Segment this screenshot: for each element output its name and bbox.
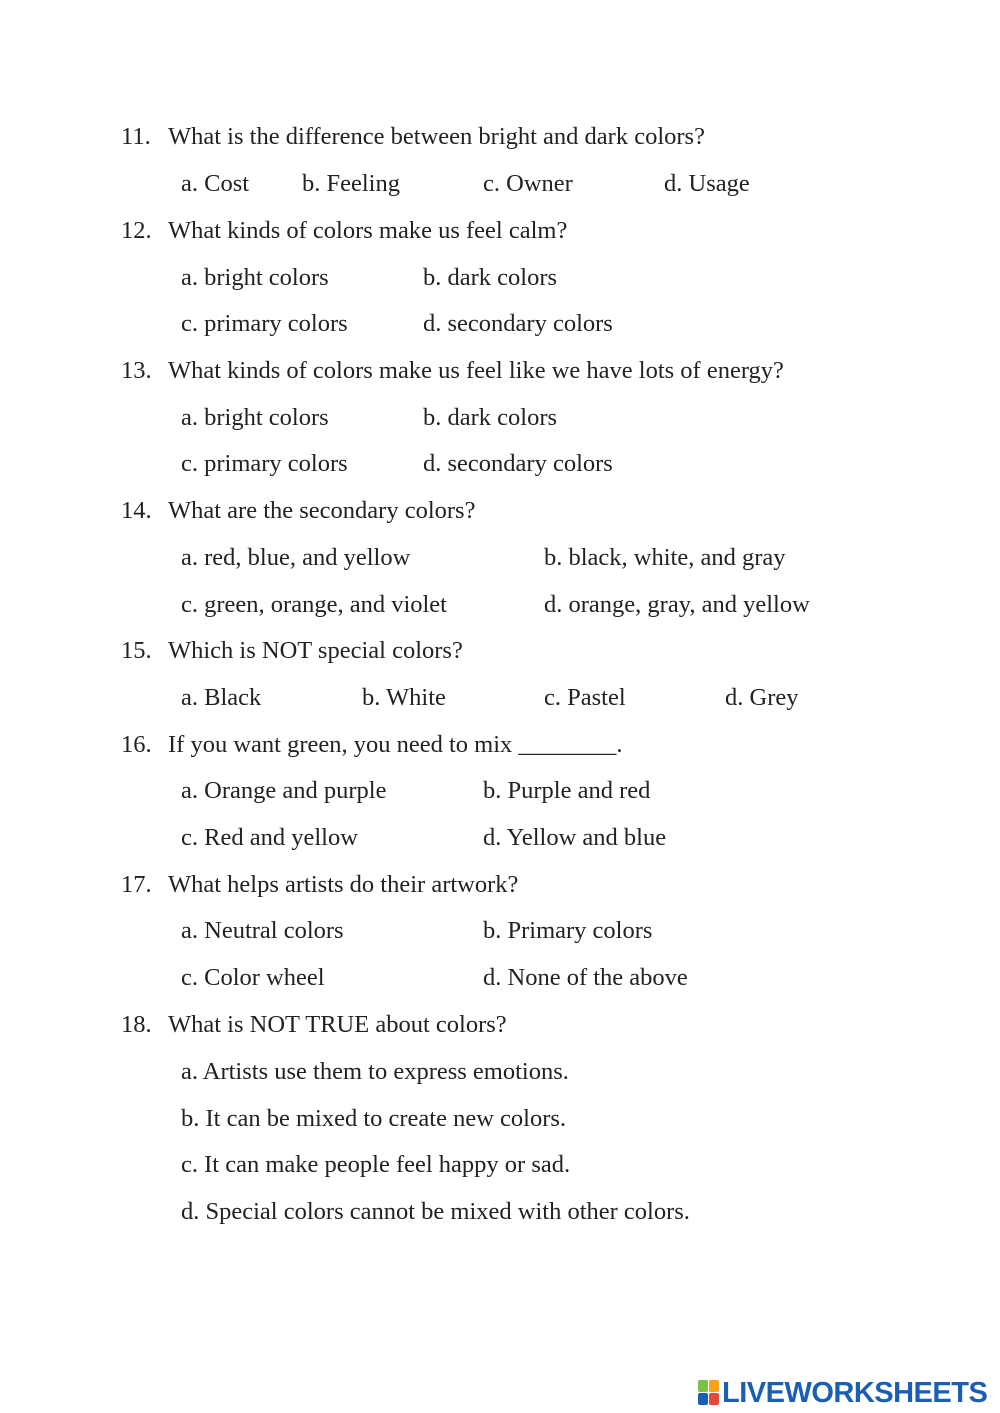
option-b[interactable]: b. Primary colors xyxy=(483,917,653,944)
option-d[interactable]: d. Yellow and blue xyxy=(483,824,667,851)
option-b[interactable]: b. dark colors xyxy=(423,264,558,291)
option-a[interactable]: a. bright colors xyxy=(181,264,329,291)
question-text: What is the difference between bright and dark colors? xyxy=(168,123,705,150)
question-number: 13. xyxy=(121,357,152,384)
question-text: Which is NOT special colors? xyxy=(168,637,463,664)
question-number: 11. xyxy=(121,123,151,150)
question-number: 17. xyxy=(121,871,152,898)
question-number: 12. xyxy=(121,217,152,244)
option-a[interactable]: a. Black xyxy=(181,684,262,711)
option-b[interactable]: b. Purple and red xyxy=(483,777,651,804)
option-d[interactable]: d. None of the above xyxy=(483,964,688,991)
option-a[interactable]: a. bright colors xyxy=(181,404,329,431)
option-c[interactable]: c. Red and yellow xyxy=(181,824,358,851)
option-b[interactable]: b. black, white, and gray xyxy=(544,544,786,571)
option-d[interactable]: d. Grey xyxy=(725,684,799,711)
option-c[interactable]: c. primary colors xyxy=(181,310,348,337)
option-d[interactable]: d. Special colors cannot be mixed with other colors. xyxy=(181,1198,690,1225)
question-text: What is NOT TRUE about colors? xyxy=(168,1011,507,1038)
question-number: 18. xyxy=(121,1011,152,1038)
option-a[interactable]: a. red, blue, and yellow xyxy=(181,544,411,571)
option-c[interactable]: c. Color wheel xyxy=(181,964,325,991)
option-b[interactable]: b. dark colors xyxy=(423,404,558,431)
option-a[interactable]: a. Neutral colors xyxy=(181,917,344,944)
option-a[interactable]: a. Cost xyxy=(181,170,250,197)
option-c[interactable]: c. It can make people feel happy or sad. xyxy=(181,1151,571,1178)
option-c[interactable]: c. green, orange, and violet xyxy=(181,591,447,618)
question-text: If you want green, you need to mix ________. xyxy=(168,731,623,758)
liveworksheets-wordmark: LIVEWORKSHEETS xyxy=(722,1376,988,1409)
question-text: What kinds of colors make us feel like we have lots of energy? xyxy=(168,357,784,384)
option-c[interactable]: c. Owner xyxy=(483,170,573,197)
option-c[interactable]: c. Pastel xyxy=(544,684,626,711)
liveworksheets-logo xyxy=(698,1378,987,1408)
option-d[interactable]: d. orange, gray, and yellow xyxy=(544,591,810,618)
option-b[interactable]: b. White xyxy=(362,684,446,711)
liveworksheets-logo-icon xyxy=(698,1380,720,1406)
question-number: 15. xyxy=(121,637,152,664)
question-text: What are the secondary colors? xyxy=(168,497,476,524)
option-d[interactable]: d. secondary colors xyxy=(423,450,613,477)
option-d[interactable]: d. secondary colors xyxy=(423,310,613,337)
question-number: 14. xyxy=(121,497,152,524)
question-text: What helps artists do their artwork? xyxy=(168,871,519,898)
option-a[interactable]: a. Orange and purple xyxy=(181,777,387,804)
option-a[interactable]: a. Artists use them to express emotions. xyxy=(181,1058,569,1085)
question-text: What kinds of colors make us feel calm? xyxy=(168,217,568,244)
option-d[interactable]: d. Usage xyxy=(664,170,750,197)
option-b[interactable]: b. It can be mixed to create new colors. xyxy=(181,1105,567,1132)
option-c[interactable]: c. primary colors xyxy=(181,450,348,477)
question-number: 16. xyxy=(121,731,152,758)
option-b[interactable]: b. Feeling xyxy=(302,170,400,197)
